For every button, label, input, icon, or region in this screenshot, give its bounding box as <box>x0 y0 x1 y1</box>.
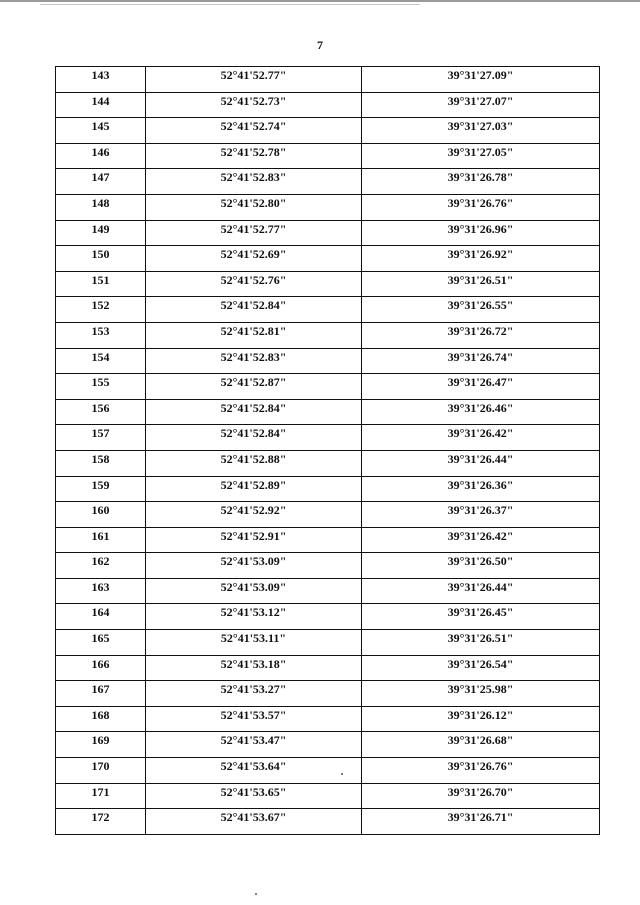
table-row <box>56 169 600 195</box>
longitude-cell: 39°31'26.12" <box>362 706 600 732</box>
scan-speck <box>341 773 343 775</box>
longitude-cell: 39°31'27.05" <box>362 143 600 169</box>
table-row <box>56 655 600 681</box>
latitude-cell: 52°41'53.12" <box>146 604 362 630</box>
table-row <box>56 783 600 809</box>
scan-edge-line <box>40 4 420 5</box>
latitude-cell: 52°41'53.11" <box>146 630 362 656</box>
longitude-cell: 39°31'25.98" <box>362 681 600 707</box>
latitude-cell: 52°41'52.92" <box>146 502 362 528</box>
longitude-cell: 39°31'26.96" <box>362 220 600 246</box>
longitude-cell: 39°31'26.71" <box>362 809 600 835</box>
point-number-cell: 153 <box>56 322 146 348</box>
point-number-cell: 146 <box>56 143 146 169</box>
table-row <box>56 758 600 784</box>
longitude-cell: 39°31'27.03" <box>362 118 600 144</box>
longitude-cell: 39°31'26.74" <box>362 348 600 374</box>
latitude-cell: 52°41'52.80" <box>146 194 362 220</box>
latitude-cell: 52°41'53.47" <box>146 732 362 758</box>
latitude-cell: 52°41'53.09" <box>146 578 362 604</box>
latitude-cell: 52°41'53.27" <box>146 681 362 707</box>
table-row <box>56 374 600 400</box>
latitude-cell: 52°41'52.77" <box>146 67 362 93</box>
latitude-cell: 52°41'52.74" <box>146 118 362 144</box>
point-number-cell: 150 <box>56 246 146 272</box>
scan-speck <box>255 893 257 895</box>
table-row <box>56 271 600 297</box>
longitude-cell: 39°31'26.37" <box>362 502 600 528</box>
point-number-cell: 149 <box>56 220 146 246</box>
latitude-cell: 52°41'52.81" <box>146 322 362 348</box>
point-number-cell: 167 <box>56 681 146 707</box>
longitude-cell: 39°31'26.44" <box>362 578 600 604</box>
latitude-cell: 52°41'52.69" <box>146 246 362 272</box>
coordinates-table-body <box>56 67 600 835</box>
latitude-cell: 52°41'53.65" <box>146 783 362 809</box>
table-row <box>56 630 600 656</box>
latitude-cell: 52°41'52.83" <box>146 169 362 195</box>
table-row <box>56 604 600 630</box>
latitude-cell: 52°41'52.84" <box>146 399 362 425</box>
point-number-cell: 156 <box>56 399 146 425</box>
point-number-cell: 148 <box>56 194 146 220</box>
table-row <box>56 348 600 374</box>
point-number-cell: 172 <box>56 809 146 835</box>
table-row <box>56 681 600 707</box>
latitude-cell: 52°41'52.76" <box>146 271 362 297</box>
latitude-cell: 52°41'52.88" <box>146 450 362 476</box>
longitude-cell: 39°31'26.92" <box>362 246 600 272</box>
point-number-cell: 154 <box>56 348 146 374</box>
point-number-cell: 160 <box>56 502 146 528</box>
longitude-cell: 39°31'26.78" <box>362 169 600 195</box>
longitude-cell: 39°31'26.44" <box>362 450 600 476</box>
longitude-cell: 39°31'26.45" <box>362 604 600 630</box>
longitude-cell: 39°31'26.68" <box>362 732 600 758</box>
latitude-cell: 52°41'52.91" <box>146 527 362 553</box>
longitude-cell: 39°31'27.09" <box>362 67 600 93</box>
table-row <box>56 425 600 451</box>
point-number-cell: 164 <box>56 604 146 630</box>
latitude-cell: 52°41'53.64" <box>146 758 362 784</box>
point-number-cell: 158 <box>56 450 146 476</box>
point-number-cell: 171 <box>56 783 146 809</box>
table-row <box>56 92 600 118</box>
table-row <box>56 399 600 425</box>
point-number-cell: 151 <box>56 271 146 297</box>
table-row <box>56 732 600 758</box>
point-number-cell: 159 <box>56 476 146 502</box>
table-row <box>56 502 600 528</box>
table-row <box>56 527 600 553</box>
table-row <box>56 118 600 144</box>
longitude-cell: 39°31'27.07" <box>362 92 600 118</box>
page-number: 7 <box>317 38 323 52</box>
table-row <box>56 143 600 169</box>
point-number-cell: 166 <box>56 655 146 681</box>
longitude-cell: 39°31'26.70" <box>362 783 600 809</box>
longitude-cell: 39°31'26.36" <box>362 476 600 502</box>
table-row <box>56 322 600 348</box>
point-number-cell: 144 <box>56 92 146 118</box>
table-row <box>56 220 600 246</box>
latitude-cell: 52°41'52.83" <box>146 348 362 374</box>
point-number-cell: 145 <box>56 118 146 144</box>
longitude-cell: 39°31'26.42" <box>362 527 600 553</box>
latitude-cell: 52°41'52.87" <box>146 374 362 400</box>
table-row <box>56 67 600 93</box>
longitude-cell: 39°31'26.76" <box>362 758 600 784</box>
longitude-cell: 39°31'26.50" <box>362 553 600 579</box>
table-row <box>56 476 600 502</box>
latitude-cell: 52°41'53.09" <box>146 553 362 579</box>
latitude-cell: 52°41'52.78" <box>146 143 362 169</box>
latitude-cell: 52°41'52.73" <box>146 92 362 118</box>
point-number-cell: 157 <box>56 425 146 451</box>
table-row <box>56 450 600 476</box>
longitude-cell: 39°31'26.51" <box>362 630 600 656</box>
point-number-cell: 170 <box>56 758 146 784</box>
longitude-cell: 39°31'26.51" <box>362 271 600 297</box>
point-number-cell: 143 <box>56 67 146 93</box>
point-number-cell: 152 <box>56 297 146 323</box>
latitude-cell: 52°41'52.89" <box>146 476 362 502</box>
point-number-cell: 165 <box>56 630 146 656</box>
longitude-cell: 39°31'26.54" <box>362 655 600 681</box>
scan-edge-line <box>0 0 640 2</box>
table-row <box>56 297 600 323</box>
table-row <box>56 553 600 579</box>
latitude-cell: 52°41'53.67" <box>146 809 362 835</box>
point-number-cell: 169 <box>56 732 146 758</box>
table-row <box>56 809 600 835</box>
longitude-cell: 39°31'26.55" <box>362 297 600 323</box>
point-number-cell: 161 <box>56 527 146 553</box>
table-row <box>56 706 600 732</box>
latitude-cell: 52°41'53.18" <box>146 655 362 681</box>
point-number-cell: 168 <box>56 706 146 732</box>
coordinates-table <box>55 66 600 835</box>
longitude-cell: 39°31'26.46" <box>362 399 600 425</box>
longitude-cell: 39°31'26.47" <box>362 374 600 400</box>
latitude-cell: 52°41'52.84" <box>146 297 362 323</box>
table-row <box>56 578 600 604</box>
point-number-cell: 163 <box>56 578 146 604</box>
longitude-cell: 39°31'26.72" <box>362 322 600 348</box>
point-number-cell: 155 <box>56 374 146 400</box>
latitude-cell: 52°41'52.77" <box>146 220 362 246</box>
latitude-cell: 52°41'53.57" <box>146 706 362 732</box>
point-number-cell: 147 <box>56 169 146 195</box>
latitude-cell: 52°41'52.84" <box>146 425 362 451</box>
table-row <box>56 194 600 220</box>
longitude-cell: 39°31'26.76" <box>362 194 600 220</box>
longitude-cell: 39°31'26.42" <box>362 425 600 451</box>
point-number-cell: 162 <box>56 553 146 579</box>
table-row <box>56 246 600 272</box>
